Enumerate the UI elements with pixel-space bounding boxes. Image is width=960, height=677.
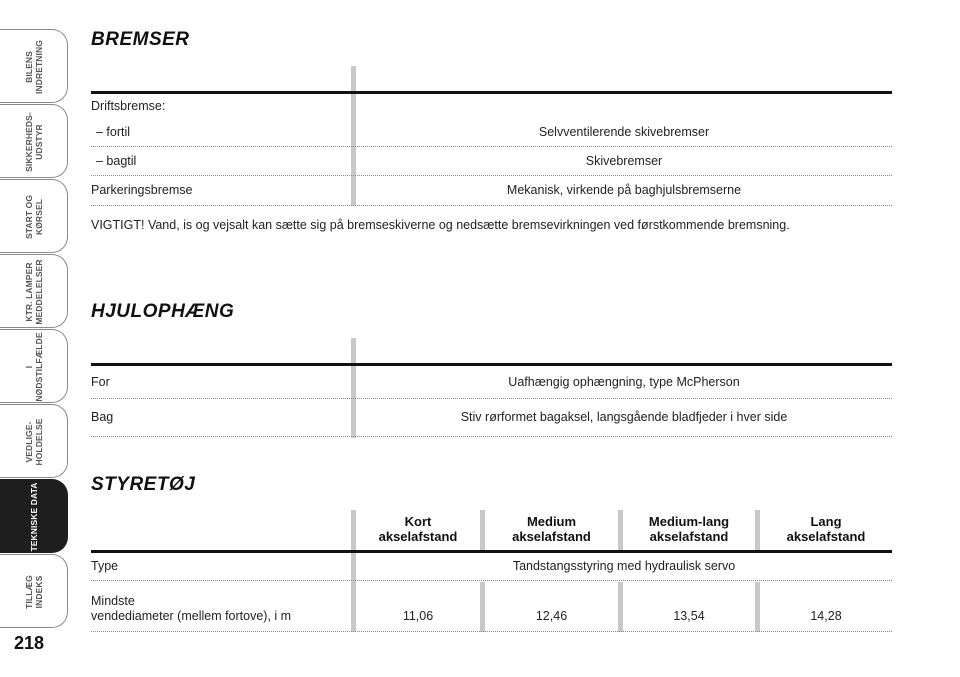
row-divider — [91, 146, 892, 147]
turning-diameter-medium-long: 13,54 — [673, 609, 705, 623]
tab-i-nodstilfaelde[interactable] — [0, 329, 68, 403]
steering-type-value: Tandstangsstyring med hydraulisk servo — [512, 559, 736, 573]
tab-label: START OG KØRSEL — [24, 194, 44, 240]
front-brake-label: – fortil — [96, 125, 131, 139]
row-divider — [91, 205, 892, 206]
row-divider — [91, 580, 892, 581]
turning-diameter-long: 14,28 — [810, 609, 842, 623]
tab-tillaeg-indeks[interactable] — [0, 554, 68, 628]
tab-label: I NØDSTILFÆLDE — [24, 332, 44, 402]
row-divider — [91, 175, 892, 176]
tab-label: SIKKERHEDS- UDSTYR — [24, 112, 44, 172]
row-divider — [91, 631, 892, 632]
rear-brake-label: – bagtil — [96, 154, 137, 168]
front-brake-value: Selvventilerende skivebremser — [538, 125, 710, 139]
tab-label: TEKNISKE DATA — [29, 482, 39, 552]
parking-brake-label: Parkeringsbremse — [91, 183, 193, 197]
suspension-front-label: For — [91, 375, 110, 389]
turning-diameter-label-line2: vendediameter (mellem fortove), i m — [91, 609, 292, 623]
tab-label: VEDLIGE- HOLDELSE — [24, 418, 44, 466]
page-number: 218 — [14, 633, 45, 653]
tab-start-og-korsel[interactable] — [0, 179, 68, 253]
tab-label: BILENS INDRETNING — [24, 40, 44, 94]
suspension-rear-label: Bag — [91, 410, 114, 424]
tab-tekniske-data[interactable] — [0, 479, 68, 553]
tab-label: TILLÆG INDEKS — [24, 575, 44, 609]
parking-brake-value: Mekanisk, virkende på baghjulsbremserne — [506, 183, 742, 197]
suspension-rear-value: Stiv rørformet bagaksel, langsgående bladfjeder i hver side — [460, 410, 788, 424]
turning-diameter-short: 11,06 — [402, 609, 434, 623]
tab-sikkerhedsudstyr[interactable] — [0, 104, 68, 178]
rear-brake-value: Skivebremser — [585, 154, 663, 168]
row-divider — [91, 436, 892, 437]
suspension-heading: HJULOPHÆNG — [91, 301, 235, 322]
column-header-medium-long: Medium-lang akselafstand — [648, 514, 730, 544]
table-rule — [91, 91, 892, 94]
column-divider — [755, 582, 760, 632]
steering-type-label: Type — [91, 559, 119, 573]
tab-label: KTR. LAMPER MEDDELELSER — [24, 259, 44, 325]
turning-diameter-medium: 12,46 — [535, 609, 568, 623]
brake-note: VIGTIGT! Vand, is og vejsalt kan sætte sig på bremseskiverne og nedsætte bremsevirkningen ved førstkommende bremsning. — [91, 218, 790, 232]
column-divider — [480, 582, 485, 632]
turning-diameter-label-line1: Mindste — [91, 594, 135, 608]
table-rule — [91, 550, 892, 553]
column-divider — [618, 582, 623, 632]
table-rule — [91, 363, 892, 366]
tab-bilens-indretning[interactable] — [0, 29, 68, 103]
suspension-front-value: Uafhængig ophængning, type McPherson — [508, 375, 740, 389]
brakes-heading: BREMSER — [91, 29, 190, 50]
service-brake-label: Driftsbremse: — [91, 99, 166, 113]
tab-vedligeholdelse[interactable] — [0, 404, 68, 478]
tab-kontrollamper[interactable] — [0, 254, 68, 328]
steering-heading: STYRETØJ — [91, 474, 196, 495]
column-header-long: Lang akselafstand — [786, 514, 866, 544]
column-header-medium: Medium akselafstand — [512, 514, 591, 544]
row-divider — [91, 398, 892, 399]
column-header-short: Kort akselafstand — [378, 514, 458, 544]
